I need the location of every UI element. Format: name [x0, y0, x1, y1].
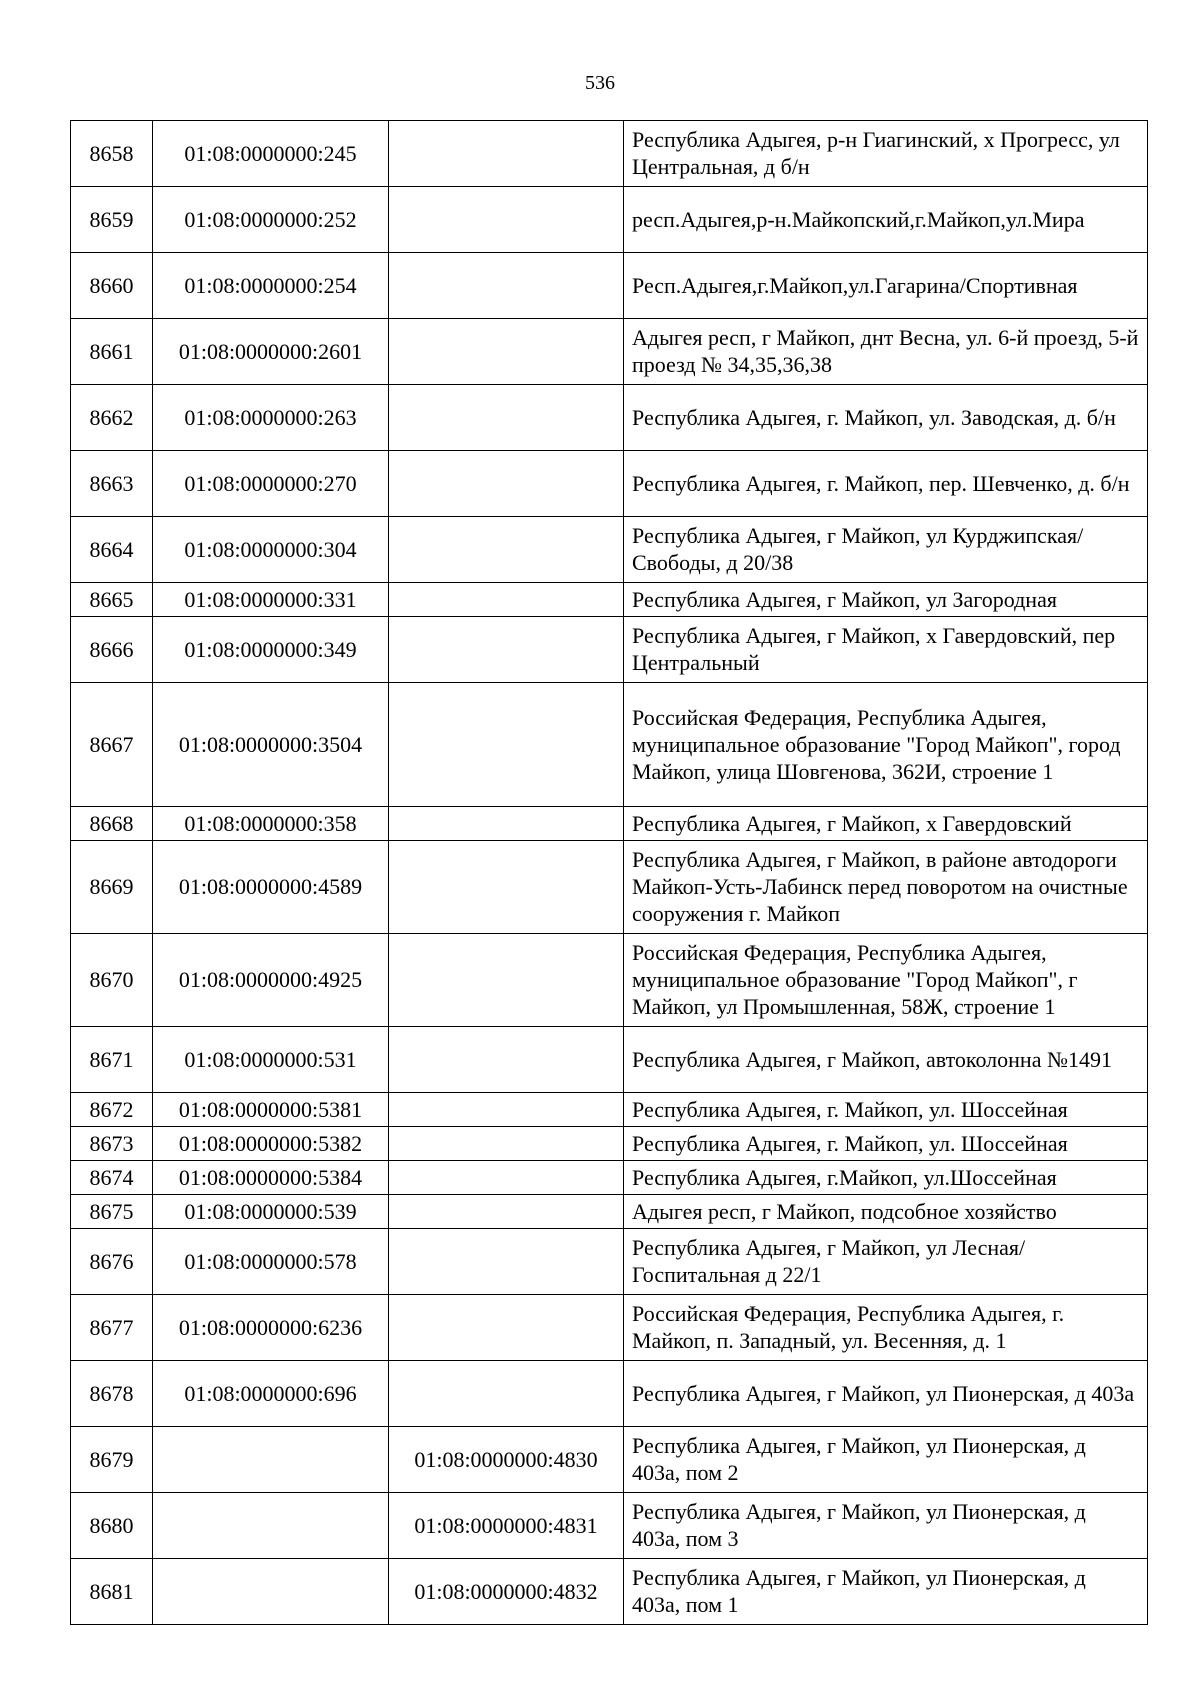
cadastral-number-cell — [153, 1493, 389, 1559]
address-cell: Республика Адыгея, г Майкоп, ул Пионерская, д 403а, пом 3 — [624, 1493, 1148, 1559]
address-cell: Адыгея респ, г Майкоп, подсобное хозяйство — [624, 1195, 1148, 1229]
cadastral-number-cell: 01:08:0000000:696 — [153, 1361, 389, 1427]
cadastral-number-cell: 01:08:0000000:263 — [153, 385, 389, 451]
related-cadastral-number-cell — [389, 451, 624, 517]
related-cadastral-number-cell — [389, 683, 624, 807]
related-cadastral-number-cell — [389, 1229, 624, 1295]
related-cadastral-number-cell: 01:08:0000000:4832 — [389, 1559, 624, 1625]
table-row — [71, 1427, 1148, 1493]
cadastral-number-cell: 01:08:0000000:4925 — [153, 934, 389, 1027]
row-number-cell: 8677 — [71, 1295, 153, 1361]
cadastral-number-cell: 01:08:0000000:4589 — [153, 841, 389, 934]
table-row — [71, 1127, 1148, 1161]
related-cadastral-number-cell — [389, 1361, 624, 1427]
row-number-cell: 8661 — [71, 319, 153, 385]
address-cell: Российская Федерация, Республика Адыгея, муниципальное образование "Город Майкоп", г Майкоп, ул Промышленная, 58Ж, строение 1 — [624, 934, 1148, 1027]
row-number-cell: 8663 — [71, 451, 153, 517]
table-row — [71, 385, 1148, 451]
cadastral-number-cell — [153, 1427, 389, 1493]
row-number-cell: 8681 — [71, 1559, 153, 1625]
row-number-cell: 8672 — [71, 1093, 153, 1127]
cadastral-number-cell: 01:08:0000000:358 — [153, 807, 389, 841]
related-cadastral-number-cell — [389, 1295, 624, 1361]
table-row — [71, 1361, 1148, 1427]
row-number-cell: 8673 — [71, 1127, 153, 1161]
table-row — [71, 451, 1148, 517]
related-cadastral-number-cell — [389, 1127, 624, 1161]
table-row — [71, 1195, 1148, 1229]
related-cadastral-number-cell — [389, 187, 624, 253]
table-row — [71, 807, 1148, 841]
table-row — [71, 1161, 1148, 1195]
cadastral-number-cell — [153, 1559, 389, 1625]
cadastral-number-cell: 01:08:0000000:3504 — [153, 683, 389, 807]
registry-table-body — [71, 121, 1148, 1625]
related-cadastral-number-cell — [389, 253, 624, 319]
related-cadastral-number-cell — [389, 1027, 624, 1093]
related-cadastral-number-cell — [389, 583, 624, 617]
row-number-cell: 8678 — [71, 1361, 153, 1427]
table-row — [71, 517, 1148, 583]
cadastral-number-cell: 01:08:0000000:5382 — [153, 1127, 389, 1161]
address-cell: Республика Адыгея, г Майкоп, ул Курджипская/Свободы, д 20/38 — [624, 517, 1148, 583]
related-cadastral-number-cell — [389, 934, 624, 1027]
related-cadastral-number-cell — [389, 1161, 624, 1195]
related-cadastral-number-cell — [389, 385, 624, 451]
cadastral-number-cell: 01:08:0000000:254 — [153, 253, 389, 319]
related-cadastral-number-cell: 01:08:0000000:4831 — [389, 1493, 624, 1559]
address-cell: Республика Адыгея, р-н Гиагинский, х Прогресс, ул Центральная, д б/н — [624, 121, 1148, 187]
table-row — [71, 683, 1148, 807]
cadastral-number-cell: 01:08:0000000:531 — [153, 1027, 389, 1093]
table-row — [71, 1559, 1148, 1625]
related-cadastral-number-cell — [389, 807, 624, 841]
table-row — [71, 583, 1148, 617]
table-row — [71, 617, 1148, 683]
cadastral-number-cell: 01:08:0000000:5384 — [153, 1161, 389, 1195]
related-cadastral-number-cell — [389, 517, 624, 583]
address-cell: Адыгея респ, г Майкоп, днт Весна, ул. 6-й проезд, 5-й проезд № 34,35,36,38 — [624, 319, 1148, 385]
row-number-cell: 8669 — [71, 841, 153, 934]
row-number-cell: 8670 — [71, 934, 153, 1027]
related-cadastral-number-cell — [389, 121, 624, 187]
table-row — [71, 841, 1148, 934]
address-cell: Республика Адыгея, г Майкоп, х Гавердовский, пер Центральный — [624, 617, 1148, 683]
related-cadastral-number-cell — [389, 319, 624, 385]
related-cadastral-number-cell — [389, 1093, 624, 1127]
address-cell: Республика Адыгея, г. Майкоп, пер. Шевченко, д. б/н — [624, 451, 1148, 517]
related-cadastral-number-cell — [389, 1195, 624, 1229]
related-cadastral-number-cell — [389, 841, 624, 934]
address-cell: респ.Адыгея,р-н.Майкопский,г.Майкоп,ул.Мира — [624, 187, 1148, 253]
row-number-cell: 8666 — [71, 617, 153, 683]
row-number-cell: 8667 — [71, 683, 153, 807]
address-cell: Республика Адыгея, г Майкоп, ул Пионерская, д 403а — [624, 1361, 1148, 1427]
cadastral-number-cell: 01:08:0000000:2601 — [153, 319, 389, 385]
cadastral-number-cell: 01:08:0000000:331 — [153, 583, 389, 617]
related-cadastral-number-cell — [389, 617, 624, 683]
row-number-cell: 8659 — [71, 187, 153, 253]
address-cell: Республика Адыгея, г. Майкоп, ул. Заводская, д. б/н — [624, 385, 1148, 451]
address-cell: Республика Адыгея, г Майкоп, автоколонна №1491 — [624, 1027, 1148, 1093]
table-row — [71, 1093, 1148, 1127]
cadastral-number-cell: 01:08:0000000:270 — [153, 451, 389, 517]
address-cell: Республика Адыгея, г Майкоп, ул Лесная/Госпитальная д 22/1 — [624, 1229, 1148, 1295]
address-cell: Республика Адыгея, г. Майкоп, ул. Шоссейная — [624, 1127, 1148, 1161]
table-row — [71, 1027, 1148, 1093]
table-row — [71, 187, 1148, 253]
cadastral-number-cell: 01:08:0000000:6236 — [153, 1295, 389, 1361]
row-number-cell: 8674 — [71, 1161, 153, 1195]
address-cell: Республика Адыгея, г Майкоп, в районе автодороги Майкоп-Усть-Лабинск перед поворотом на очистные сооружения г. Майкоп — [624, 841, 1148, 934]
row-number-cell: 8671 — [71, 1027, 153, 1093]
cadastral-number-cell: 01:08:0000000:245 — [153, 121, 389, 187]
table-row — [71, 1493, 1148, 1559]
table-row — [71, 121, 1148, 187]
cadastral-number-cell: 01:08:0000000:539 — [153, 1195, 389, 1229]
address-cell: Республика Адыгея, г Майкоп, ул Пионерская, д 403а, пом 1 — [624, 1559, 1148, 1625]
row-number-cell: 8665 — [71, 583, 153, 617]
cadastral-number-cell: 01:08:0000000:349 — [153, 617, 389, 683]
related-cadastral-number-cell: 01:08:0000000:4830 — [389, 1427, 624, 1493]
address-cell: Республика Адыгея, г Майкоп, ул Пионерская, д 403а, пом 2 — [624, 1427, 1148, 1493]
table-row — [71, 319, 1148, 385]
row-number-cell: 8658 — [71, 121, 153, 187]
address-cell: Респ.Адыгея,г.Майкоп,ул.Гагарина/Спортивная — [624, 253, 1148, 319]
table-row — [71, 253, 1148, 319]
table-row — [71, 1295, 1148, 1361]
row-number-cell: 8668 — [71, 807, 153, 841]
cadastral-number-cell: 01:08:0000000:5381 — [153, 1093, 389, 1127]
cadastral-number-cell: 01:08:0000000:252 — [153, 187, 389, 253]
address-cell: Республика Адыгея, г. Майкоп, ул. Шоссейная — [624, 1093, 1148, 1127]
page-number: 536 — [585, 72, 615, 94]
row-number-cell: 8675 — [71, 1195, 153, 1229]
cadastral-number-cell: 01:08:0000000:304 — [153, 517, 389, 583]
address-cell: Республика Адыгея, г Майкоп, ул Загородная — [624, 583, 1148, 617]
address-cell: Республика Адыгея, г.Майкоп, ул.Шоссейная — [624, 1161, 1148, 1195]
address-cell: Республика Адыгея, г Майкоп, х Гавердовский — [624, 807, 1148, 841]
registry-table — [70, 120, 1148, 1625]
row-number-cell: 8660 — [71, 253, 153, 319]
table-row — [71, 1229, 1148, 1295]
row-number-cell: 8664 — [71, 517, 153, 583]
cadastral-number-cell: 01:08:0000000:578 — [153, 1229, 389, 1295]
row-number-cell: 8679 — [71, 1427, 153, 1493]
table-row — [71, 934, 1148, 1027]
row-number-cell: 8662 — [71, 385, 153, 451]
address-cell: Российская Федерация, Республика Адыгея, г. Майкоп, п. Западный, ул. Весенняя, д. 1 — [624, 1295, 1148, 1361]
address-cell: Российская Федерация, Республика Адыгея, муниципальное образование "Город Майкоп", город Майкоп, улица Шовгенова, 362И, строение 1 — [624, 683, 1148, 807]
row-number-cell: 8680 — [71, 1493, 153, 1559]
row-number-cell: 8676 — [71, 1229, 153, 1295]
